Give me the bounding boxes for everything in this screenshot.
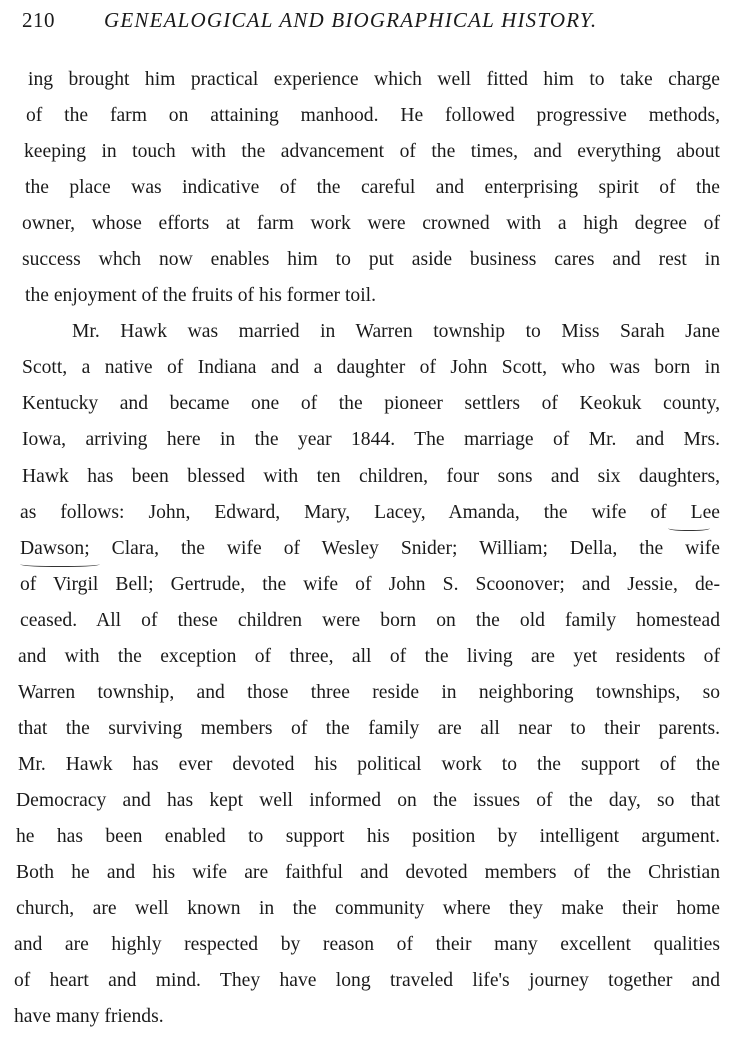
- text-line: and are highly respected by reason of their many excellent qualities: [14, 934, 720, 956]
- text-line: ing brought him practical experience which well fitted him to take charge: [28, 69, 720, 90]
- page-number: 210: [22, 8, 55, 32]
- text-line: Mr. Hawk has ever devoted his political work to the support of the: [18, 753, 720, 775]
- text-line: success whch now enables him to put aside business cares and rest in: [22, 249, 720, 271]
- text-line: as follows: John, Edward, Mary, Lacey, Amanda, the wife of Lee: [20, 501, 720, 523]
- pen-underline-mark: [20, 560, 100, 567]
- text-line: church, are well known in the community where they make their home: [16, 898, 720, 920]
- text-line: Democracy and has kept well informed on the issues of the day, so that: [16, 789, 720, 811]
- paragraph-end-line: the enjoyment of the fruits of his former toil.: [25, 285, 376, 307]
- text-line: Warren township, and those three reside in neighboring townships, so: [18, 681, 720, 703]
- paragraph-end-line: have many friends.: [14, 1006, 164, 1028]
- pen-underline-mark: [668, 524, 710, 531]
- text-line: Scott, a native of Indiana and a daughter of John Scott, who was born in: [22, 357, 720, 379]
- paragraph-start-line: Mr. Hawk was married in Warren township to Miss Sarah Jane: [72, 321, 720, 343]
- page-header: [22, 4, 672, 36]
- text-line: Dawson; Clara, the wife of Wesley Snider; William; Della, the wife: [20, 537, 720, 559]
- text-line: keeping in touch with the advancement of the times, and everything about: [24, 141, 720, 163]
- text-line: ceased. All of these children were born on the old family homestead: [20, 609, 720, 631]
- body-text: [14, 62, 720, 1035]
- text-line: of the farm on attaining manhood. He followed progressive methods,: [26, 105, 720, 127]
- text-line: Kentucky and became one of the pioneer settlers of Keokuk county,: [22, 393, 720, 415]
- text-line: Hawk has been blessed with ten children, four sons and six daughters,: [22, 465, 720, 487]
- text-line: of Virgil Bell; Gertrude, the wife of John S. Scoonover; and Jessie, de-: [20, 573, 720, 595]
- text-line: and with the exception of three, all of the living are yet residents of: [18, 645, 720, 667]
- text-line: Iowa, arriving here in the year 1844. The marriage of Mr. and Mrs.: [22, 429, 720, 451]
- text-line: the place was indicative of the careful and enterprising spirit of the: [25, 177, 720, 199]
- text-line: Both he and his wife are faithful and devoted members of the Christian: [16, 862, 720, 884]
- text-line: owner, whose efforts at farm work were crowned with a high degree of: [22, 213, 720, 235]
- running-head: GENEALOGICAL AND BIOGRAPHICAL HISTORY.: [104, 8, 598, 32]
- text-line: he has been enabled to support his position by intelligent argument.: [16, 825, 720, 847]
- text-line: of heart and mind. They have long traveled life's journey together and: [14, 970, 720, 992]
- text-line: that the surviving members of the family are all near to their parents.: [18, 717, 720, 739]
